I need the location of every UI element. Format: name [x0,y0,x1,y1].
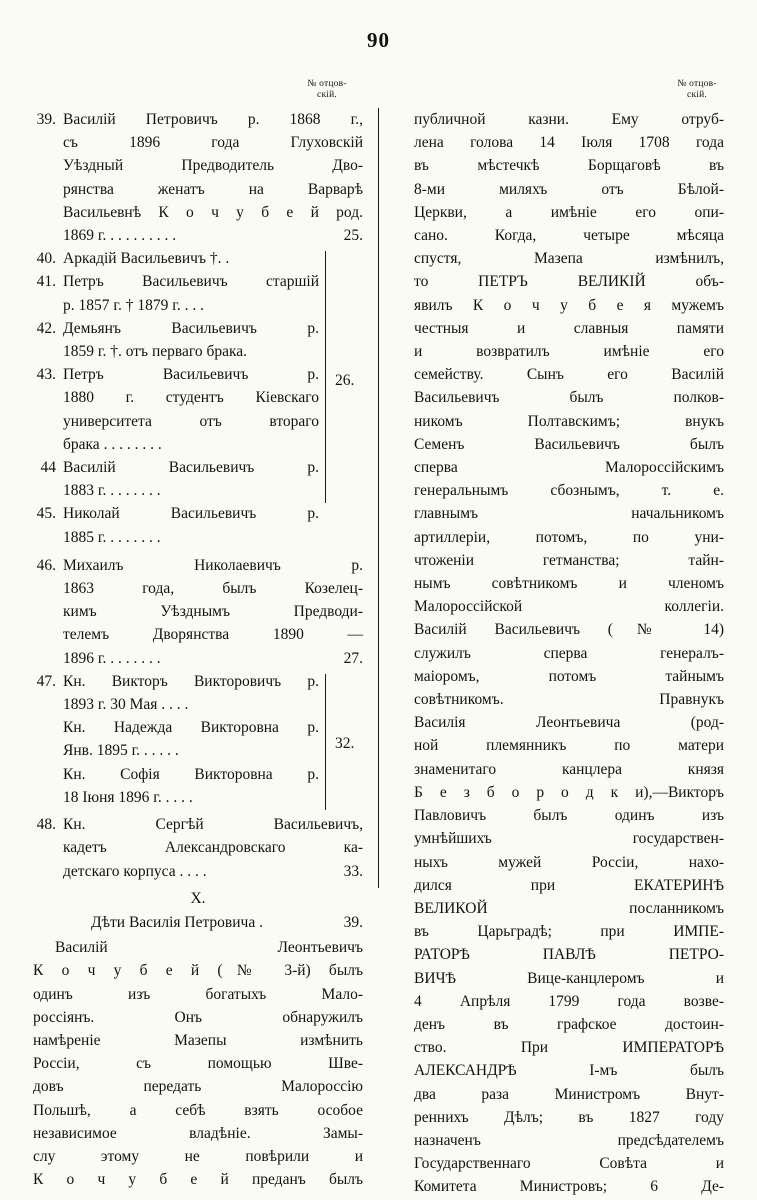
paragraph-line: К о ч у б е й преданъ былъ [33,1171,363,1189]
paragraph-line: Василія Леонтьевича (род- [414,714,724,732]
entry-number: 41. [36,273,56,291]
paragraph-line: денъ въ графское достоин- [414,1015,724,1033]
right-column [414,108,724,1199]
entry-body [63,270,363,316]
paragraph-line: знаменитаго канцлера князя [414,760,724,778]
entry-line: Василій Петровичъ р. 1868 г., [63,111,363,128]
entry-group-26 [33,247,363,549]
entry-number: 42. [36,319,56,337]
paragraph-line: артиллеріи, потомъ, по уни- [414,528,724,546]
paragraph-line: и возвратилъ имѣніе его [414,343,724,361]
entry-line: р. 1857 г. † 1879 г. . . . [63,296,204,314]
entry-line: 1883 г. . . . . . . . [63,482,161,500]
list-item [33,670,363,809]
entry-body [63,247,363,270]
entry-number: 48. [36,816,56,834]
paragraph-line: Польшѣ, а себѣ взять особое [33,1101,363,1119]
paragraph-line: Государственнаго Совѣта и [414,1155,724,1173]
paragraph-line: явилъ К о ч у б е я мужемъ [414,296,724,314]
entry-line: Янв. 1895 г. . . . . . [63,742,179,760]
entry-line: 1869 г. . . . . . . . . . [63,227,177,245]
entry-number: 43. [36,366,56,384]
paragraph-line: Васильевичъ былъ полков- [414,389,724,407]
paragraph-line: чтоженіи гетманства; тайн- [414,551,724,569]
paragraph-line: то ПЕТРЪ ВЕЛИКІЙ объ- [414,273,724,291]
paragraph-line: намѣреніе Мазепы измѣнить [33,1031,363,1049]
left-column-header: № отцов- скій. [307,79,347,100]
paragraph-line: сперва Малороссійскимъ [414,459,724,477]
page-number: 90 [367,28,390,52]
entry-line: Михаилъ Николаевичъ р. [63,556,363,574]
entry-line: Кн. Софія Викторовна р. [63,765,319,783]
paragraph-line: назначенъ предсѣдателемъ [414,1131,724,1149]
column-divider [378,108,379,888]
list-item [33,247,363,270]
paragraph-line: ВЕЛИКОЙ посланникомъ [414,899,724,917]
entry-line: 18 Іюня 1896 г. . . . . [63,788,193,806]
entry-line: Демьянъ Васильевичъ р. [63,319,319,337]
entry-line: университета отъ втораго [63,412,319,430]
entry-line: 1896 г. . . . . . . . [63,649,161,667]
paragraph-line: служилъ сперва генералъ- [414,644,724,662]
entry-line: Петръ Васильевичъ р. [63,366,319,384]
entry-group-32 [33,670,363,809]
entry-number: 39. [36,111,56,128]
paragraph-line: реннихъ Дѣлъ; въ 1827 году [414,1108,724,1126]
entry-line: 1859 г. †. отъ перваго брака. [63,343,248,361]
entry-line: Кн. Сергѣй Васильевичъ, [63,816,363,834]
paragraph-line: публичной казни. Ему отруб- [414,111,724,128]
entry-line: 1893 г. 30 Мая . . . . [63,696,189,714]
list-item [33,456,363,502]
paragraph-line: Комитета Министровъ; 6 Де- [414,1178,724,1196]
paragraph-line: лена голова 14 Іюля 1708 года [414,134,724,152]
entry-line: Петръ Васильевичъ старшій [63,273,319,291]
paragraph-line: 4 Апрѣля 1799 года возве- [414,992,724,1010]
paragraph-line: въ мѣстечкѣ Борщаговѣ въ [414,157,724,175]
paragraph-line: Василій Васильевичъ (№ 14) [414,621,724,639]
entry-line: Аркадій Васильевичъ †. . [63,250,230,268]
paragraph-line: слу этому не повѣрили и [33,1147,363,1165]
paragraph-line: въ Царьградѣ; при ИМПЕ- [414,923,724,941]
paragraph-line: честныя и славныя памяти [414,319,724,337]
section-title: Дѣти Василія Петровича . [91,913,263,931]
left-paragraph [33,936,363,1191]
paragraph-line: ной племянникъ по матери [414,737,724,755]
entry-line: Кн. Викторъ Викторовичъ р. [63,672,319,690]
entry-number: 46. [36,556,56,574]
paragraph-line: Малороссійской коллегіи. [414,598,724,616]
paragraph-line: дился при ЕКАТЕРИНѢ [414,876,724,894]
entry-line: детскаго корпуса . . . . [63,862,207,880]
entry-body [63,363,363,456]
entry-body [63,554,363,670]
paragraph-line: одинъ изъ богатыхъ Мало- [33,985,363,1003]
list-item [33,270,363,316]
entry-number: 40. [36,250,56,268]
entry-number: 44 [40,459,56,477]
section-heading [33,911,363,934]
list-item [33,554,363,670]
entry-body [63,502,363,548]
paragraph-line: Василій Леонтьевичъ [55,939,363,957]
paragraph-line: никомъ Полтавскимъ; внукъ [414,412,724,430]
paragraph-line: генеральнымъ сбознымъ, т. е. [414,482,724,500]
entry-line: 1885 г. . . . . . . . [63,528,161,546]
entry-number: 45. [36,505,56,523]
paragraph-line: Б е з б о р о д к и),—Викторъ [414,783,724,801]
paragraph-line: маіоромъ, потомъ тайнымъ [414,667,724,685]
entry-line: Кн. Надежда Викторовна р. [63,719,319,737]
paragraph-line: независимое владѣніе. Замы- [33,1124,363,1142]
entry-line: телемъ Дворянства 1890 — [63,626,363,644]
paragraph-line: Россіи, съ помощью Шве- [33,1055,363,1073]
entry-body [63,317,363,363]
paragraph-line: главнымъ начальникомъ [414,505,724,523]
paragraph-line: нымъ совѣтникомъ и членомъ [414,575,724,593]
entry-ref: 25. [343,227,363,245]
paragraph-line: ВИЧѢ Вице-канцлеромъ и [414,969,724,987]
paragraph-line: довъ передать Малороссію [33,1078,363,1096]
entry-number: 47. [36,672,56,690]
paragraph-line: Церкви, а имѣніе его опи- [414,203,724,221]
entry-line: кимъ Уѣзднымъ Предводи- [63,603,363,621]
entry-ref: 27. [343,649,363,667]
paragraph-line: К о ч у б е й (№ 3-й) былъ [33,962,363,980]
right-column-header: № отцов- скій. [677,79,717,100]
list-item [33,108,363,247]
paragraph-line: семейству. Сынъ его Василій [414,366,724,384]
entry-body [63,813,363,883]
entry-line: Николай Васильевичъ р. [63,505,319,523]
entry-body [63,108,363,247]
paragraph-line: 8-ми миляхъ отъ Бѣлой- [414,180,724,198]
list-item [33,317,363,363]
paragraph-line: АЛЕКСАНДРѢ I-мъ былъ [414,1062,724,1080]
group-ref: 26. [335,372,355,390]
entry-line: Уѣздный Предводитель Дво- [63,157,363,175]
paragraph-line: россіянъ. Онъ обнаружилъ [33,1008,363,1026]
left-column [33,108,363,1191]
entry-line: Василій Васильевичъ р. [63,459,319,477]
section-ref: 39. [343,913,363,931]
paragraph-line: РАТОРѢ ПАВЛѢ ПЕТРО- [414,946,724,964]
entry-line: брака . . . . . . . . [63,435,162,453]
paragraph-line: сано. Когда, четыре мѣсяца [414,227,724,245]
section-roman-numeral: X. [190,889,206,907]
entry-line: Васильевнѣ К о ч у б е й род. [63,203,363,221]
list-item [33,813,363,883]
group-ref: 32. [335,734,355,752]
entry-line: кадетъ Александровскаго ка- [63,839,363,857]
list-item [33,502,363,548]
entry-body [63,670,363,809]
paragraph-line: два раза Министромъ Внут- [414,1085,724,1103]
paragraph-line: Павловичъ былъ одинъ изъ [414,807,724,825]
paragraph-line: Семенъ Васильевичъ былъ [414,435,724,453]
list-item [33,363,363,456]
entry-body [63,456,363,502]
entry-ref: 33. [343,862,363,880]
paragraph-line: ство. При ИМПЕРАТОРѢ [414,1039,724,1057]
entry-line: рянства женатъ на Варварѣ [63,180,363,198]
entry-line: 1880 г. студентъ Кіевскаго [63,389,319,407]
paragraph-line: спустя, Мазепа измѣнилъ, [414,250,724,268]
entry-line: 1863 года, былъ Козелец- [63,580,363,598]
entry-line: съ 1896 года Глуховскій [63,134,363,152]
paragraph-line: умнѣйшихъ государствен- [414,830,724,848]
paragraph-line: ныхъ мужей Россіи, нахо- [414,853,724,871]
paragraph-line: совѣтникомъ. Правнукъ [414,691,724,709]
